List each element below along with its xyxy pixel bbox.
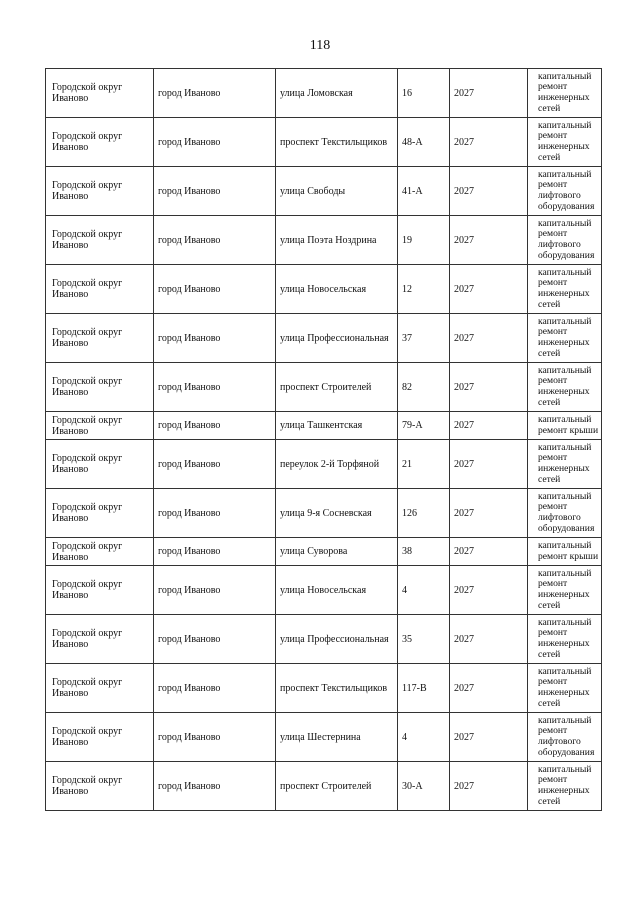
- settlement-cell: город Иваново: [154, 69, 276, 118]
- work-type-cell: капитальный ремонт инженерных сетей: [528, 615, 602, 664]
- work-type-cell: капитальный ремонт инженерных сетей: [528, 69, 602, 118]
- street-cell: проспект Текстильщиков: [276, 664, 398, 713]
- table-row: [46, 363, 602, 412]
- table-row: [46, 489, 602, 538]
- municipality-cell: Городской округ Иваново: [46, 265, 154, 314]
- house-number-cell: 82: [398, 363, 450, 412]
- work-type-cell: капитальный ремонт лифтового оборудования: [528, 489, 602, 538]
- settlement-cell: город Иваново: [154, 489, 276, 538]
- work-type-cell: капитальный ремонт инженерных сетей: [528, 118, 602, 167]
- table-row: [46, 118, 602, 167]
- municipality-cell: Городской округ Иваново: [46, 216, 154, 265]
- house-number-cell: 16: [398, 69, 450, 118]
- municipality-cell: Городской округ Иваново: [46, 118, 154, 167]
- year-cell: 2027: [450, 538, 528, 566]
- street-cell: улица Суворова: [276, 538, 398, 566]
- repair-schedule-table: [45, 68, 602, 811]
- settlement-cell: город Иваново: [154, 664, 276, 713]
- year-cell: 2027: [450, 713, 528, 762]
- municipality-cell: Городской округ Иваново: [46, 69, 154, 118]
- municipality-cell: Городской округ Иваново: [46, 489, 154, 538]
- table-row: [46, 314, 602, 363]
- municipality-cell: Городской округ Иваново: [46, 538, 154, 566]
- municipality-cell: Городской округ Иваново: [46, 762, 154, 811]
- street-cell: переулок 2-й Торфяной: [276, 440, 398, 489]
- street-cell: проспект Строителей: [276, 363, 398, 412]
- house-number-cell: 30-А: [398, 762, 450, 811]
- work-type-cell: капитальный ремонт инженерных сетей: [528, 762, 602, 811]
- settlement-cell: город Иваново: [154, 566, 276, 615]
- year-cell: 2027: [450, 216, 528, 265]
- settlement-cell: город Иваново: [154, 314, 276, 363]
- table-row: [46, 664, 602, 713]
- table-row: [46, 566, 602, 615]
- table-row: [46, 440, 602, 489]
- street-cell: улица Профессиональная: [276, 615, 398, 664]
- house-number-cell: 48-А: [398, 118, 450, 167]
- street-cell: улица Шестернина: [276, 713, 398, 762]
- municipality-cell: Городской округ Иваново: [46, 314, 154, 363]
- settlement-cell: город Иваново: [154, 265, 276, 314]
- municipality-cell: Городской округ Иваново: [46, 615, 154, 664]
- street-cell: улица Новосельская: [276, 265, 398, 314]
- settlement-cell: город Иваново: [154, 167, 276, 216]
- page-number: 118: [309, 38, 331, 53]
- year-cell: 2027: [450, 412, 528, 440]
- table-row: [46, 69, 602, 118]
- settlement-cell: город Иваново: [154, 363, 276, 412]
- house-number-cell: 4: [398, 713, 450, 762]
- work-type-cell: капитальный ремонт инженерных сетей: [528, 265, 602, 314]
- work-type-cell: капитальный ремонт крыши: [528, 538, 602, 566]
- street-cell: улица 9-я Сосневская: [276, 489, 398, 538]
- year-cell: 2027: [450, 69, 528, 118]
- house-number-cell: 4: [398, 566, 450, 615]
- work-type-cell: капитальный ремонт инженерных сетей: [528, 363, 602, 412]
- year-cell: 2027: [450, 615, 528, 664]
- year-cell: 2027: [450, 489, 528, 538]
- street-cell: улица Профессиональная: [276, 314, 398, 363]
- municipality-cell: Городской округ Иваново: [46, 167, 154, 216]
- year-cell: 2027: [450, 664, 528, 713]
- year-cell: 2027: [450, 440, 528, 489]
- year-cell: 2027: [450, 314, 528, 363]
- house-number-cell: 37: [398, 314, 450, 363]
- street-cell: улица Ташкентская: [276, 412, 398, 440]
- municipality-cell: Городской округ Иваново: [46, 412, 154, 440]
- work-type-cell: капитальный ремонт инженерных сетей: [528, 566, 602, 615]
- house-number-cell: 21: [398, 440, 450, 489]
- street-cell: улица Поэта Ноздрина: [276, 216, 398, 265]
- year-cell: 2027: [450, 363, 528, 412]
- work-type-cell: капитальный ремонт инженерных сетей: [528, 314, 602, 363]
- work-type-cell: капитальный ремонт инженерных сетей: [528, 664, 602, 713]
- municipality-cell: Городской округ Иваново: [46, 440, 154, 489]
- work-type-cell: капитальный ремонт лифтового оборудования: [528, 167, 602, 216]
- table-row: [46, 216, 602, 265]
- settlement-cell: город Иваново: [154, 615, 276, 664]
- street-cell: улица Ломовская: [276, 69, 398, 118]
- house-number-cell: 12: [398, 265, 450, 314]
- house-number-cell: 126: [398, 489, 450, 538]
- table-row: [46, 167, 602, 216]
- year-cell: 2027: [450, 762, 528, 811]
- street-cell: улица Свободы: [276, 167, 398, 216]
- municipality-cell: Городской округ Иваново: [46, 566, 154, 615]
- settlement-cell: город Иваново: [154, 118, 276, 167]
- settlement-cell: город Иваново: [154, 538, 276, 566]
- street-cell: проспект Текстильщиков: [276, 118, 398, 167]
- house-number-cell: 117-В: [398, 664, 450, 713]
- table-row: [46, 713, 602, 762]
- house-number-cell: 38: [398, 538, 450, 566]
- house-number-cell: 19: [398, 216, 450, 265]
- house-number-cell: 35: [398, 615, 450, 664]
- municipality-cell: Городской округ Иваново: [46, 363, 154, 412]
- settlement-cell: город Иваново: [154, 440, 276, 489]
- work-type-cell: капитальный ремонт инженерных сетей: [528, 440, 602, 489]
- table-row: [46, 265, 602, 314]
- settlement-cell: город Иваново: [154, 412, 276, 440]
- house-number-cell: 41-А: [398, 167, 450, 216]
- municipality-cell: Городской округ Иваново: [46, 664, 154, 713]
- municipality-cell: Городской округ Иваново: [46, 713, 154, 762]
- year-cell: 2027: [450, 265, 528, 314]
- table-row: [46, 538, 602, 566]
- year-cell: 2027: [450, 566, 528, 615]
- settlement-cell: город Иваново: [154, 216, 276, 265]
- work-type-cell: капитальный ремонт крыши: [528, 412, 602, 440]
- year-cell: 2027: [450, 118, 528, 167]
- table-row: [46, 762, 602, 811]
- settlement-cell: город Иваново: [154, 762, 276, 811]
- street-cell: улица Новосельская: [276, 566, 398, 615]
- house-number-cell: 79-А: [398, 412, 450, 440]
- table-row: [46, 412, 602, 440]
- table-row: [46, 615, 602, 664]
- street-cell: проспект Строителей: [276, 762, 398, 811]
- year-cell: 2027: [450, 167, 528, 216]
- settlement-cell: город Иваново: [154, 713, 276, 762]
- work-type-cell: капитальный ремонт лифтового оборудования: [528, 713, 602, 762]
- work-type-cell: капитальный ремонт лифтового оборудования: [528, 216, 602, 265]
